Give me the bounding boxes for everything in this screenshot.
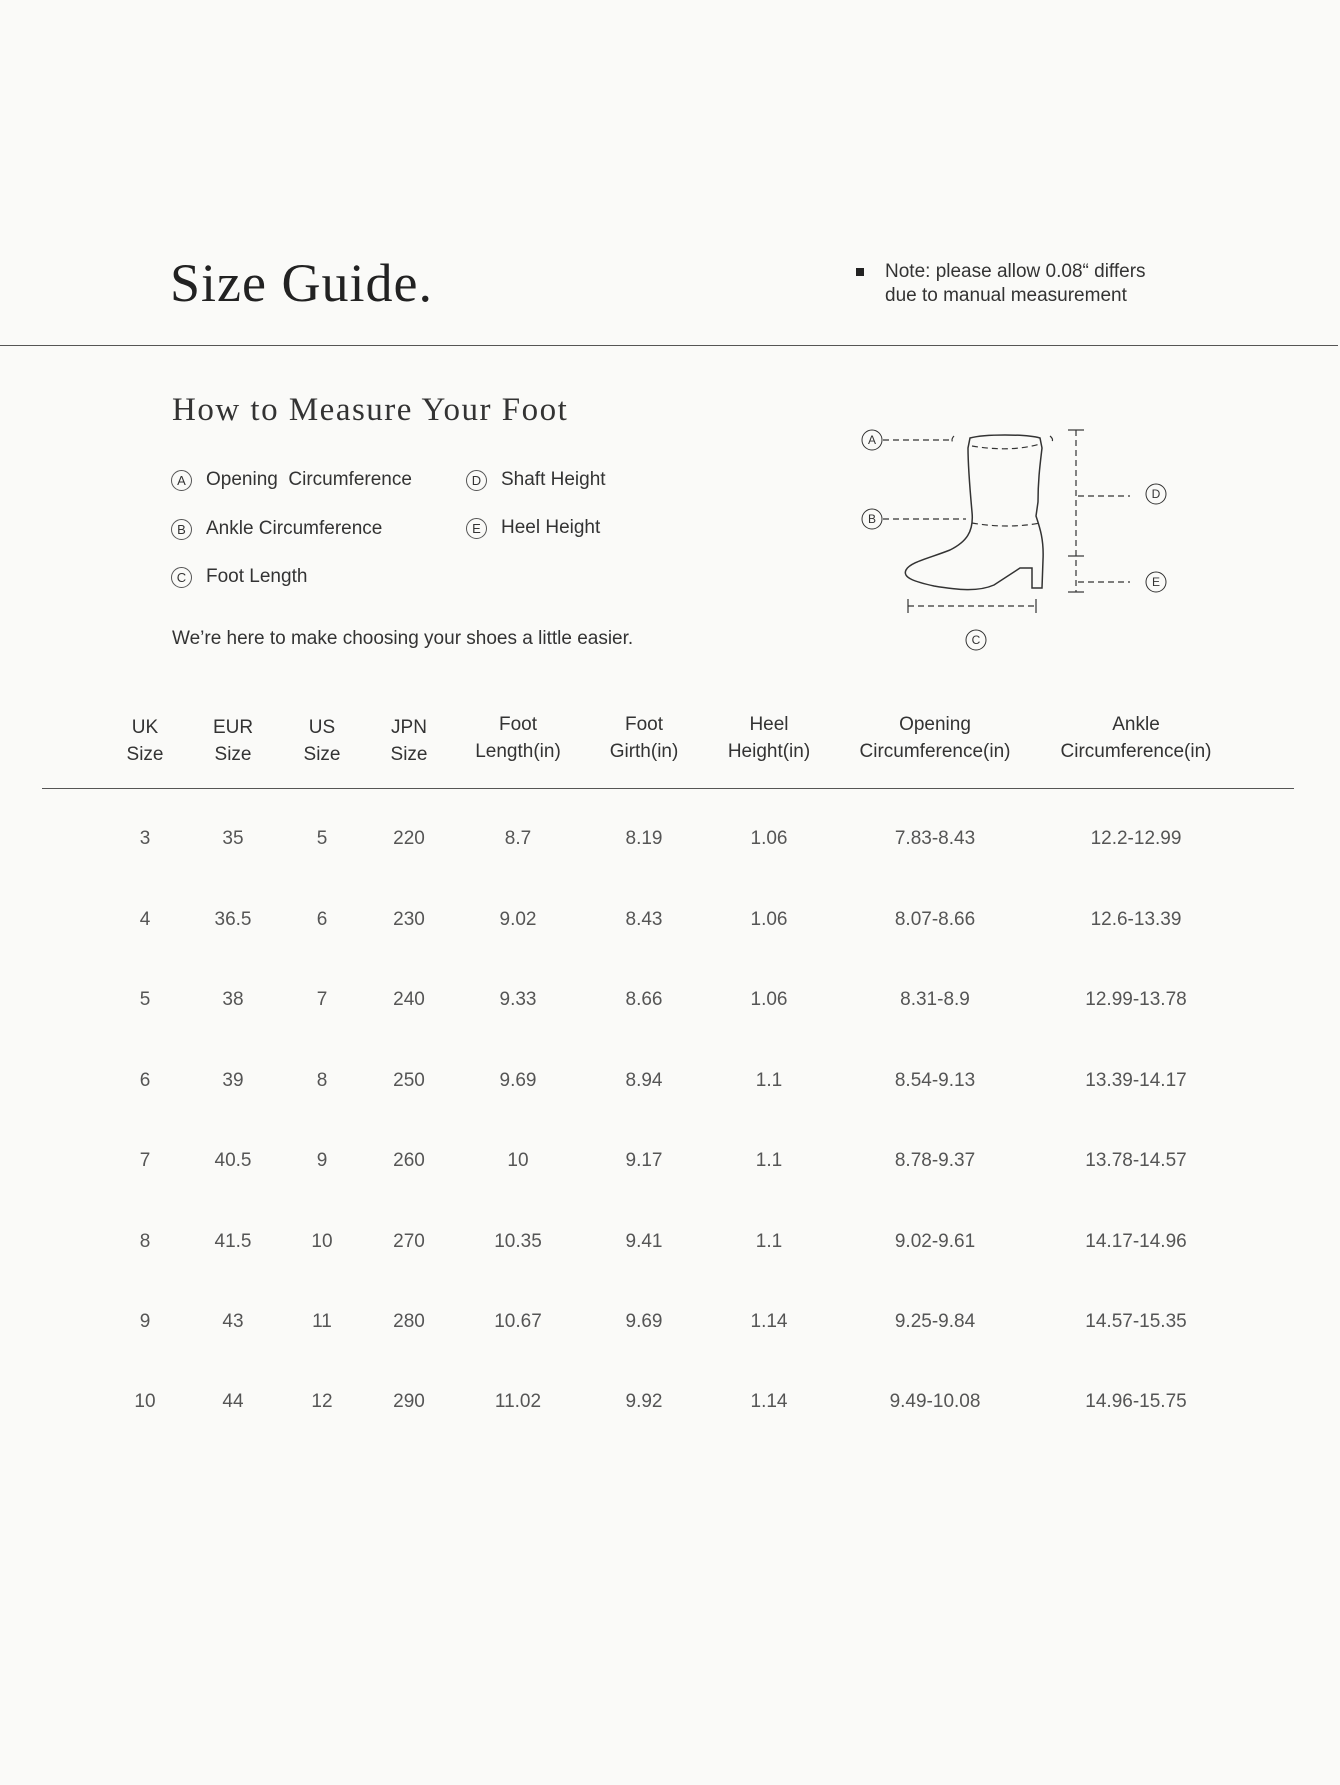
diagram-label-b: B [867,512,877,526]
legend-label: Opening Circumference [206,469,412,490]
cell-eur-size: 39 [222,1070,244,1091]
cell-uk-size: 7 [139,1150,151,1171]
cell-opening-circumference: 7.83-8.43 [894,828,976,849]
cell-foot-length: 10.67 [494,1311,542,1332]
cell-foot-length: 10 [507,1150,529,1171]
cell-foot-girth: 9.41 [625,1231,663,1252]
cell-eur-size: 44 [222,1391,244,1412]
cell-foot-length: 10.35 [494,1231,542,1252]
cell-ankle-circumference: 13.39-14.17 [1085,1070,1187,1091]
column-header-line: Circumference(in) [859,741,1011,762]
table-row [0,828,1340,858]
cell-opening-circumference: 8.78-9.37 [894,1150,976,1171]
column-header-line: UK [131,717,159,738]
cell-foot-girth: 8.43 [625,909,663,930]
cell-us-size: 11 [312,1311,332,1332]
cell-eur-size: 40.5 [214,1150,252,1171]
cell-ankle-circumference: 12.99-13.78 [1085,989,1187,1010]
cell-heel-height: 1.14 [750,1391,788,1412]
circled-letter-icon: A [171,470,192,491]
measurement-note [856,260,1205,308]
column-header-line: Circumference(in) [1060,741,1212,762]
cell-eur-size: 36.5 [214,909,252,930]
column-header [860,711,1011,765]
column-header [213,714,253,768]
legend-label: Shaft Height [501,469,606,490]
column-header [475,711,561,765]
cell-us-size: 12 [311,1391,333,1412]
cell-ankle-circumference: 14.17-14.96 [1085,1231,1187,1252]
tagline: We’re here to make choosing your shoes a little easier. [172,628,634,649]
cell-heel-height: 1.1 [755,1150,783,1171]
circled-letter-icon: B [171,519,192,540]
cell-us-size: 6 [316,909,328,930]
column-header [728,711,810,765]
circled-letter-icon: D [466,470,487,491]
cell-heel-height: 1.06 [750,909,788,930]
column-header [127,714,164,768]
legend-item-d [466,469,606,491]
measure-title: How to Measure Your Foot [172,392,569,428]
column-header-line: Foot [498,714,538,735]
legend-item-e [466,517,600,539]
cell-us-size: 10 [311,1231,333,1252]
cell-opening-circumference: 8.07-8.66 [894,909,976,930]
cell-uk-size: 9 [139,1311,151,1332]
cell-heel-height: 1.1 [755,1231,783,1252]
cell-us-size: 9 [316,1150,328,1171]
table-row [0,1070,1340,1100]
cell-jpn-size: 280 [393,1311,425,1332]
cell-opening-circumference: 9.02-9.61 [894,1231,976,1252]
cell-opening-circumference: 8.31-8.9 [900,989,970,1010]
column-header-line: Girth(in) [609,741,679,762]
cell-uk-size: 5 [139,989,151,1010]
cell-foot-girth: 9.17 [625,1150,663,1171]
cell-jpn-size: 240 [393,989,425,1010]
column-header-line: Opening [899,714,971,735]
table-row [0,909,1340,939]
cell-uk-size: 10 [134,1391,156,1412]
cell-heel-height: 1.06 [750,989,788,1010]
cell-jpn-size: 220 [393,828,425,849]
cell-uk-size: 6 [139,1070,151,1091]
cell-ankle-circumference: 12.2-12.99 [1090,828,1182,849]
table-row [0,1150,1340,1180]
circled-letter-icon: C [171,567,192,588]
cell-heel-height: 1.06 [750,828,788,849]
cell-us-size: 7 [316,989,328,1010]
cell-opening-circumference: 9.25-9.84 [894,1311,976,1332]
diagram-label-a: A [867,433,877,447]
column-header-line: Length(in) [475,741,561,762]
cell-ankle-circumference: 14.57-15.35 [1085,1311,1187,1332]
column-header [610,711,679,765]
column-header [1061,711,1212,765]
header-divider [0,345,1338,346]
diagram-label-c: C [971,633,981,647]
cell-eur-size: 43 [222,1311,244,1332]
page-title: Size Guide. [170,253,433,313]
cell-foot-girth: 9.92 [625,1391,663,1412]
cell-jpn-size: 290 [393,1391,425,1412]
note-line-1: Note: please allow 0.08“ differs [885,261,1146,282]
cell-foot-girth: 9.69 [625,1311,663,1332]
cell-ankle-circumference: 14.96-15.75 [1085,1391,1187,1412]
table-row [0,1391,1340,1421]
column-header-line: JPN [391,717,427,738]
column-header-line: Size [126,744,164,765]
diagram-label-d: D [1151,487,1161,501]
square-bullet-icon [856,268,864,276]
cell-foot-length: 9.33 [499,989,537,1010]
diagram-label-e: E [1151,575,1161,589]
cell-heel-height: 1.14 [750,1311,788,1332]
note-line-2: due to manual measurement [885,285,1127,306]
column-header-line: Height(in) [727,741,811,762]
cell-us-size: 8 [316,1070,328,1091]
table-row [0,1231,1340,1261]
cell-us-size: 5 [316,828,328,849]
column-header-line: Foot [624,714,664,735]
cell-foot-length: 11.02 [494,1391,542,1412]
cell-uk-size: 3 [139,828,151,849]
cell-jpn-size: 260 [393,1150,425,1171]
cell-foot-length: 9.69 [499,1070,537,1091]
column-header-line: Size [303,744,341,765]
cell-foot-girth: 8.19 [625,828,663,849]
cell-foot-length: 9.02 [499,909,537,930]
cell-ankle-circumference: 13.78-14.57 [1085,1150,1187,1171]
legend-label: Ankle Circumference [206,518,383,539]
measure-lines [883,430,1130,606]
cell-eur-size: 41.5 [214,1231,252,1252]
column-header-line: EUR [212,717,254,738]
legend-item-c [171,566,307,588]
cell-jpn-size: 250 [393,1070,425,1091]
cell-eur-size: 35 [222,828,244,849]
column-header [391,714,428,768]
cell-foot-girth: 8.94 [625,1070,663,1091]
cell-ankle-circumference: 12.6-13.39 [1090,909,1182,930]
column-header-line: Size [390,744,428,765]
cell-eur-size: 38 [222,989,244,1010]
column-header-line: Ankle [1112,714,1160,735]
cell-uk-size: 8 [139,1231,151,1252]
legend-label: Heel Height [501,517,601,538]
legend-item-b [171,518,382,540]
cell-jpn-size: 230 [393,909,425,930]
diagram-labels [862,430,1166,650]
cell-opening-circumference: 8.54-9.13 [894,1070,976,1091]
boot-outline [905,435,1043,590]
cell-jpn-size: 270 [393,1231,425,1252]
cell-opening-circumference: 9.49-10.08 [889,1391,981,1412]
column-header-line: US [308,717,336,738]
table-divider [42,788,1294,789]
cell-foot-girth: 8.66 [625,989,663,1010]
boot-measurement-diagram [850,420,1180,655]
cell-foot-length: 8.7 [504,828,532,849]
column-header [304,714,341,768]
circled-letter-icon: E [466,518,487,539]
cell-uk-size: 4 [139,909,151,930]
table-row [0,989,1340,1019]
cell-heel-height: 1.1 [755,1070,783,1091]
column-header-line: Size [214,744,252,765]
legend-item-a [171,469,412,491]
column-header-line: Heel [749,714,789,735]
table-row [0,1311,1340,1341]
legend-label: Foot Length [206,566,308,587]
